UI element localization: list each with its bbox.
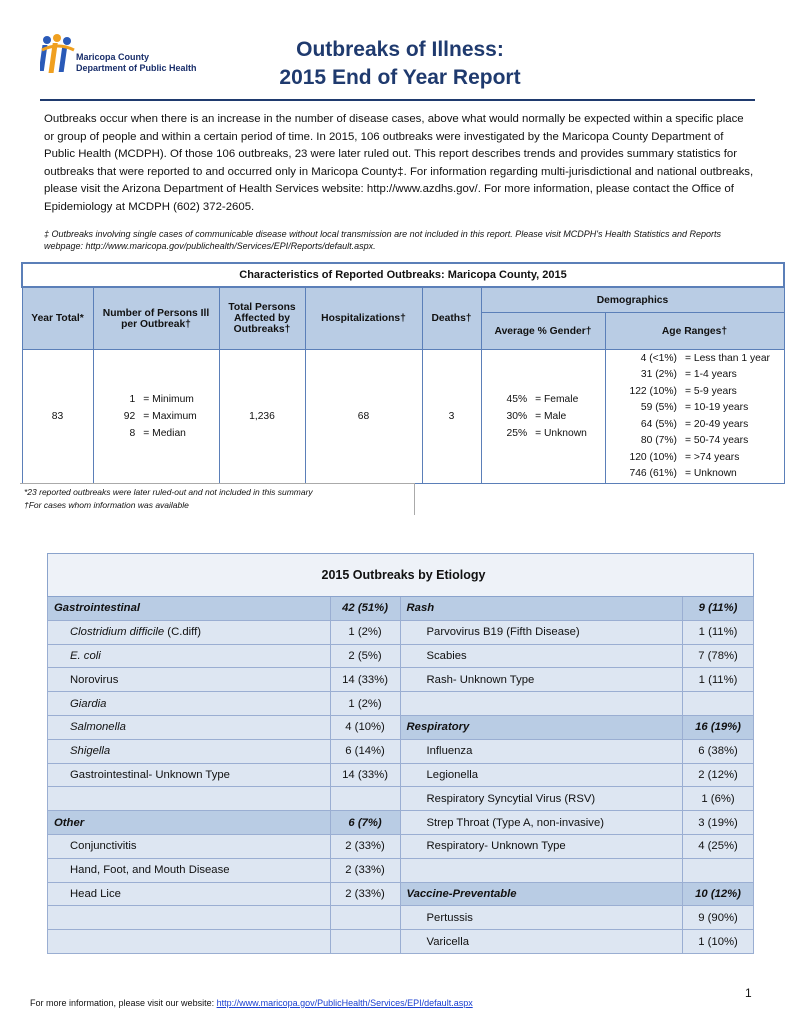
stat-row [619,450,770,467]
etiology-label [48,906,331,930]
etiology-label: E. coli [48,644,331,668]
header-year-total: Year Total* [22,287,93,350]
etiology-label: Legionella [400,763,683,787]
category-label: Gastrointestinal [48,597,331,621]
etiology-count [330,787,400,811]
stat-value: 30% [506,411,528,422]
etiology-count: 2 (5%) [330,644,400,668]
footer-link[interactable]: http://www.maricopa.gov/PublicHealth/Services/EPI/default.aspx [216,998,473,1008]
etiology-label: Respiratory Syncytial Virus (RSV) [400,787,683,811]
etiology-label: Varicella [400,930,683,954]
etiology-count: 1 (11%) [683,620,754,644]
stat-row [499,408,587,425]
etiology-label: Conjunctivitis [48,834,331,858]
age-stats [619,351,770,483]
footnote-divider-vertical [414,483,415,515]
gender-stats [499,391,587,442]
stat-value: 59 (5%) [640,402,677,413]
footnote-divider [20,483,415,484]
etiology-label: Norovirus [48,668,331,692]
stat-row [619,384,770,401]
etiology-count: 6 (14%) [330,739,400,763]
stat-label: = Maximum [143,411,197,422]
category-count: 10 (12%) [683,882,754,906]
etiology-row [48,882,754,906]
footnote-available: †For cases whom information was available [24,500,189,510]
etiology-count: 1 (10%) [683,930,754,954]
etiology-label: Parvovirus B19 (Fifth Disease) [400,620,683,644]
header-total-affected: Total Persons Affected by Outbreaks† [219,287,305,350]
stat-label: = Minimum [143,394,194,405]
etiology-count: 6 (38%) [683,739,754,763]
persons-ill-cell [93,350,219,484]
stat-row [499,391,587,408]
etiology-count: 9 (90%) [683,906,754,930]
etiology-label: Respiratory- Unknown Type [400,834,683,858]
logo-line-1: Maricopa County [76,52,150,62]
etiology-label [48,787,331,811]
stat-row [619,433,770,450]
age-cell [605,350,784,484]
category-count: 6 (7%) [330,811,400,835]
etiology-count: 4 (10%) [330,715,400,739]
etiology-label: Rash- Unknown Type [400,668,683,692]
etiology-label: Shigella [48,739,331,763]
stat-label: = 20-49 years [684,418,749,430]
category-label: Respiratory [400,715,683,739]
characteristics-table [21,262,785,484]
etiology-label: Pertussis [400,906,683,930]
stat-row [499,425,587,442]
stat-value: 122 (10%) [629,385,677,397]
etiology-label [48,620,331,644]
etiology-row [48,597,754,621]
etiology-count: 14 (33%) [330,668,400,692]
etiology-row [48,787,754,811]
etiology-label: Giardia [48,692,331,716]
etiology-count: 2 (33%) [330,834,400,858]
stat-value: 45% [506,394,528,405]
hospitalizations-value: 68 [305,350,422,484]
year-total-value: 83 [22,350,93,484]
stat-row [619,417,770,434]
footer [30,998,473,1008]
etiology-row [48,644,754,668]
stat-value: 92 [123,411,136,422]
etiology-count [330,906,400,930]
etiology-label: Influenza [400,739,683,763]
category-label: Vaccine-Preventable [400,882,683,906]
etiology-row [48,834,754,858]
stat-row [619,466,770,483]
header-persons-ill: Number of Persons Ill per Outbreak† [93,287,219,350]
etiology-count: 1 (6%) [683,787,754,811]
title-line-2: 2015 End of Year Report [279,66,521,89]
etiology-caption: 2015 Outbreaks by Etiology [48,554,754,597]
etiology-row [48,739,754,763]
header-demographics: Demographics [481,287,784,313]
characteristics-footnotes [24,486,313,512]
stat-value: 80 (7%) [640,435,677,446]
stat-label: = Female [535,394,579,405]
category-label: Rash [400,597,683,621]
etiology-label-text: Clostridium difficile (C.diff) [70,626,201,639]
etiology-label: Gastrointestinal- Unknown Type [48,763,331,787]
stat-label: = Median [143,428,186,439]
etiology-count: 2 (33%) [330,882,400,906]
stat-value: 64 (5%) [640,418,677,430]
category-count: 16 (19%) [683,715,754,739]
mcdph-logo [40,34,200,84]
stat-value: 120 (10%) [629,451,677,463]
stat-row [115,425,197,442]
etiology-row [48,858,754,882]
characteristics-caption: Characteristics of Reported Outbreaks: Maricopa County, 2015 [22,263,784,287]
category-label: Other [48,811,331,835]
etiology-label: Strep Throat (Type A, non-invasive) [400,811,683,835]
stat-value: 31 (2%) [640,369,677,380]
footer-text: For more information, please visit our website: [30,998,217,1008]
header-age-ranges: Age Ranges† [605,313,784,350]
etiology-row [48,668,754,692]
etiology-row [48,692,754,716]
category-count: 9 (11%) [683,597,754,621]
etiology-count [330,930,400,954]
stat-label: = 10-19 years [684,402,749,413]
etiology-count: 4 (25%) [683,834,754,858]
category-count: 42 (51%) [330,597,400,621]
exclusion-note: ‡ Outbreaks involving single cases of communicable disease without local transmission are not included in this report. Please visit MCDPH's Health Statistics and Reports webpage: http://www.maricopa.gov/publichealth/Services/EPI/Reports/default.aspx. [44,229,722,251]
stat-row [115,391,197,408]
etiology-count: 3 (19%) [683,811,754,835]
header-divider [40,99,755,101]
stat-label: = 1-4 years [684,369,737,380]
stat-row [619,351,770,368]
etiology-row [48,715,754,739]
people-icon [40,34,76,84]
header-deaths: Deaths† [422,287,481,350]
intro-paragraph: Outbreaks occur when there is an increase in the number of disease cases, above what would normally be expected within a specific place or group of people and within a certain period of time. In 2015, 106 outbreaks were investigated by the Maricopa County Department of Public Health (MCDPH). Of those 106 outbreaks, 23 were later ruled out. This report describes trends and provides summary statistics for outbreaks that were reported to and occurred only in Maricopa County‡. For information regarding multi-jurisdictional and national outbreaks, please visit the Arizona Department of Health Services website: http://www.azdhs.gov/. For more information, please contact the Office of Epidemiology at MCDPH (602) 372-2605. [44,113,754,213]
header-hospitalizations: Hospitalizations† [305,287,422,350]
etiology-table [47,553,754,954]
stat-label: = Unknown [535,428,587,439]
etiology-row [48,930,754,954]
stat-row [619,367,770,384]
etiology-count: 1 (2%) [330,692,400,716]
stat-row [115,408,197,425]
etiology-count: 2 (33%) [330,858,400,882]
header-gender: Average % Gender† [481,313,605,350]
etiology-label: Head Lice [48,882,331,906]
etiology-label [48,930,331,954]
stat-value: 8 [129,428,136,439]
etiology-label: Scabies [400,644,683,668]
stat-value: 4 (<1%) [640,352,677,364]
stat-label: = Unknown [684,468,737,479]
etiology-row [48,906,754,930]
etiology-label: Salmonella [48,715,331,739]
deaths-value: 3 [422,350,481,484]
etiology-row [48,763,754,787]
total-affected-value: 1,236 [219,350,305,484]
etiology-count [683,858,754,882]
stat-label: = Less than 1 year [684,352,770,364]
stat-value: 25% [506,428,528,439]
stat-value: 1 [129,394,136,405]
etiology-label [400,692,683,716]
etiology-count: 2 (12%) [683,763,754,787]
etiology-row [48,620,754,644]
stat-label: = 5-9 years [684,385,737,397]
etiology-count: 1 (11%) [683,668,754,692]
title-line-1: Outbreaks of Illness: [296,38,504,61]
etiology-count: 14 (33%) [330,763,400,787]
etiology-count [683,692,754,716]
etiology-row [48,811,754,835]
stat-value: 746 (61%) [629,468,677,479]
stat-label: = 50-74 years [684,435,749,446]
page-number: 1 [745,986,752,1000]
etiology-label [400,858,683,882]
etiology-label: Hand, Foot, and Mouth Disease [48,858,331,882]
gender-cell [481,350,605,484]
report-title [220,36,580,92]
stat-row [619,400,770,417]
etiology-count: 1 (2%) [330,620,400,644]
logo-line-2: Department of Public Health [76,63,197,73]
persons-ill-stats [115,391,197,442]
etiology-count: 7 (78%) [683,644,754,668]
footnote-ruled-out: *23 reported outbreaks were later ruled-out and not included in this summary [24,487,313,497]
stat-label: = >74 years [684,451,740,463]
stat-label: = Male [535,411,567,422]
